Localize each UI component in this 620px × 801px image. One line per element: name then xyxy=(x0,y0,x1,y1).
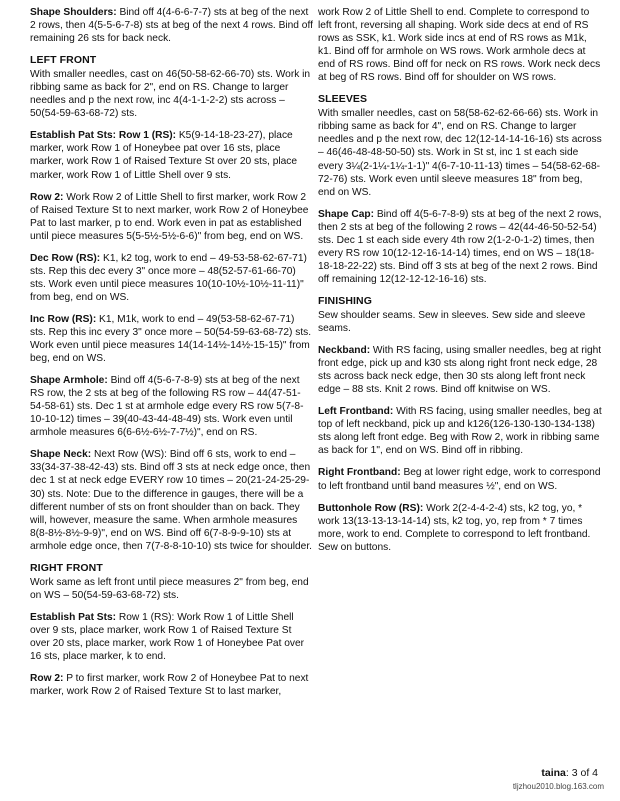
text-right-frontband: Beg at lower right edge, work to correspond to left frontband until band measures ½", end on WS. xyxy=(318,467,601,492)
paragraph-dec-row xyxy=(30,252,313,304)
lead-right-frontband: Right Frontband: xyxy=(318,467,401,479)
paragraph-right-frontband xyxy=(318,466,602,492)
paragraph-shape-armhole xyxy=(30,374,313,439)
paragraph-right-row-2 xyxy=(30,672,313,698)
text-shape-shoulders: Bind off 4(4-6-6-7-7) sts at beg of the next 2 rows, then 4(5-5-6-7-8) sts at beg of the next 4 rows. Bind off remaining 26 sts for back neck. xyxy=(30,7,313,45)
watermark-text: tljzhou2010.blog.163.com xyxy=(512,782,604,791)
lead-right-establish-pat: Establish Pat Sts: xyxy=(30,611,117,623)
lead-shape-cap: Shape Cap: xyxy=(318,208,375,220)
paragraph-neckband xyxy=(318,344,602,396)
paragraph-shape-neck xyxy=(30,448,313,552)
right-column xyxy=(318,6,602,563)
paragraph-right-front-continued xyxy=(318,6,602,84)
lead-row-2: Row 2: xyxy=(30,191,64,203)
text-row-2: Work Row 2 of Little Shell to first marker, work Row 2 of Raised Texture St to next marker, work Row 2 of Honeybee Pat to last marker, p to end. Work even in pat as established until piece measures 5(5-5½-5½-6-6)" from beg, end on WS. xyxy=(30,191,309,242)
paragraph-right-establish-pat xyxy=(30,611,313,663)
lead-shape-shoulders: Shape Shoulders: xyxy=(30,7,117,18)
lead-right-row-2: Row 2: xyxy=(30,673,64,685)
lead-establish-pat-sts: Establish Pat Sts: Row 1 (RS): xyxy=(30,130,177,142)
text-sleeves: With smaller needles, cast on 58(58-62-62-66-66) sts. Work in ribbing same as back for 4", end on RS. Change to larger needles and p the next row, dec 12(12-14-14-16-16) sts across – 46(46-48-48-50-50) sts. Work in St st, inc 1 st each side every 3¼(2-1¼-1¼-1-1)" 4(6-7-10-11-13) times – 54(58-62-68-72-76) sts. Work even until sleeve measures 18" from beg, end on WS. xyxy=(318,108,602,198)
heading-left-front: LEFT FRONT xyxy=(30,54,97,67)
text-neckband: With RS facing, using smaller needles, beg at right front edge, pick up and k30 sts along right front neck edge, 28 sts across back neck edge, then 30 sts along left front neck edge – 88 sts. Knit 2 rows. Bind off knitwise on WS. xyxy=(318,345,602,396)
text-left-frontband: With RS facing, using smaller needles, beg at top of left neckband, pick up and k126(126-130-130-134-138) sts along left front edge. Beg with Row 2, work in ribbing same as back for 1", end on WS. Bind off in ribbing. xyxy=(318,406,602,457)
lead-buttonhole-row: Buttonhole Row (RS): xyxy=(318,502,424,514)
paragraph-left-front-cast-on xyxy=(30,68,313,120)
lead-inc-row: Inc Row (RS): xyxy=(30,313,97,325)
lead-left-frontband: Left Frontband: xyxy=(318,406,394,418)
text-left-front-cast-on: With smaller needles, cast on 46(50-58-62-66-70) sts. Work in ribbing same as back for 2", end on RS. Change to larger needles and p the next row, inc 4(4-1-1-2-2) sts across – 50(54-59-63-68-72) sts. xyxy=(30,69,311,120)
lead-dec-row: Dec Row (RS): xyxy=(30,252,101,264)
paragraph-establish-pat-sts xyxy=(30,129,313,181)
paragraph-row-2 xyxy=(30,191,313,243)
text-shape-cap: Bind off 4(5-6-7-8-9) sts at beg of the next 2 rows, then 2 sts at beg of the following 2 rows – 42(44-46-50-52-54) sts. Dec 1 st each side every 4th row 2(1-2-0-1-2) times, then every RS row 10(12-12-16-14-14) times, end on WS – 18(18-18-18-22-22) sts. Bind off 3 sts at beg of the next 2 rows. Bind off remaining 12(12-12-12-16-16) sts. xyxy=(318,208,602,285)
heading-sleeves: SLEEVES xyxy=(318,93,368,106)
text-right-row-2: P to first marker, work Row 2 of Honeybee Pat to next marker, work Row 2 of Raised Texture St to last marker, xyxy=(30,673,309,698)
page-footer xyxy=(541,767,598,779)
footer-page-number: : 3 of 4 xyxy=(565,767,598,779)
paragraph-buttonhole-row xyxy=(318,502,602,554)
text-right-establish-pat: Row 1 (RS): Work Row 1 of Little Shell over 9 sts, place marker, work Row 1 of Raised Texture St over 20 sts, place marker, work Row 1 of Honeybee Pat over 16 sts, place marker, k to end. xyxy=(30,611,305,663)
paragraph-right-front-start xyxy=(30,576,313,602)
text-dec-row: K1, k2 tog, work to end – 49-53-58-62-67-71) sts. Rep this dec every 3" once more – 48(52-57-61-66-70) sts. Work even until piece measures 10(10-10½-10½-11-11)" from beg, end on WS. xyxy=(30,252,307,303)
paragraph-sleeves xyxy=(318,107,602,198)
text-shape-armhole: Bind off 4(5-6-7-8-9) sts at beg of the next RS row, the 2 sts at beg of the following RS row – 44(47-51-54-58-61) sts. Dec 1 st at armhole edge every RS row 5(7-8-10-10-12) times – 39(40-43-44-48-49) sts. Work even until armhole measures 6(6-6½-6½-7-7½)", end on RS. xyxy=(30,375,304,439)
text-right-front-start: Work same as left front until piece measures 2" from beg, end on WS – 50(54-59-63-68-72) sts. xyxy=(30,576,309,601)
paragraph-inc-row xyxy=(30,313,313,365)
text-shape-neck: Next Row (WS): Bind off 6 sts, work to end – 33(34-37-38-42-43) sts. Bind off 3 sts at neck edge once, then dec 1 st at neck edge EVERY row 10 times – 20(21-24-25-29-30) sts. Note: Due to the difference in gauges, there will be a different number of sts on front shoulder than on back. They will, however, measure the same. When armhole measures 8(8-8½-8½-9-9)", end on WS. Bind off 6(7-8-9-9-10) sts at armhole edge once, then 7(7-8-8-10-10) sts twice for shoulder. xyxy=(30,449,313,552)
heading-right-front: RIGHT FRONT xyxy=(30,561,103,574)
text-right-front-continued: work Row 2 of Little Shell to end. Complete to correspond to left front, reversing all shaping. Work side decs at end of RS rows as SSK, k1. Work side incs at end of RS rows as M1k, k1. Bind off for armhole on WS rows. Work armhole decs at end of RS rows. Bind off for neck on RS rows. Work neck decs at beg of RS rows. Bind off for shoulder on WS rows. xyxy=(318,7,601,84)
footer-brand: taina xyxy=(541,767,566,779)
lead-shape-armhole: Shape Armhole: xyxy=(30,375,108,387)
text-inc-row: K1, M1k, work to end – 49(53-58-62-67-71) sts. Rep this inc every 3" once more – 50(54-59-63-68-72) sts. Work even until piece measures 14(14-14½-14½-15-15)" from beg, end on WS. xyxy=(30,313,312,365)
text-establish-pat-sts: K5(9-14-18-23-27), place marker, work Row 1 of Honeybee pat over 16 sts, place marker, work Row 1 of Raised Texture St over 20 sts, place marker, work Row 1 of Little Shell over 9 sts. xyxy=(30,130,298,181)
paragraph-shape-cap xyxy=(318,208,602,286)
lead-neckband: Neckband: xyxy=(318,345,371,357)
paragraph-finishing xyxy=(318,309,602,335)
paragraph-left-frontband xyxy=(318,405,602,457)
lead-shape-neck: Shape Neck: xyxy=(30,449,92,461)
text-finishing: Sew shoulder seams. Sew in sleeves. Sew side and sleeve seams. xyxy=(318,309,586,335)
paragraph-shape-shoulders xyxy=(30,6,313,45)
text-buttonhole-row: Work 2(2-4-4-2-4) sts, k2 tog, yo, * work 13(13-13-13-14-14) sts, k2 tog, yo, rep from * 7 times more, work to end. Complete to correspond to left frontband. Sew on buttons. xyxy=(318,502,591,553)
heading-finishing: FINISHING xyxy=(318,294,372,307)
left-column xyxy=(30,6,313,707)
